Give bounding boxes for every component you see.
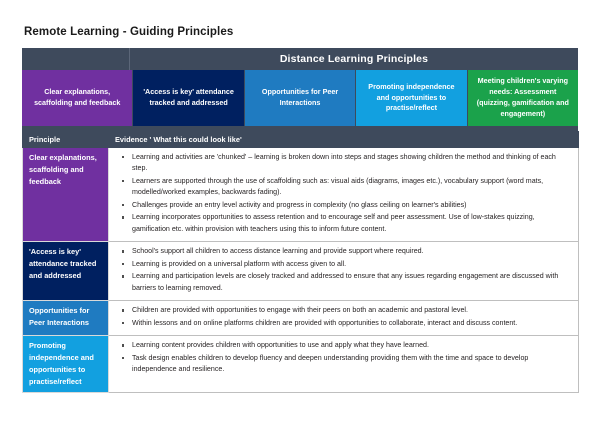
principle-card-5[interactable] [468, 70, 578, 126]
evidence-cell-4 [109, 336, 579, 393]
table-head [23, 132, 579, 148]
evidence-cell-2 [109, 242, 579, 301]
principle-card-5-label: Meeting children's varying needs: Assessment (quizzing, gamification and engagement) [476, 76, 569, 118]
page-title: Remote Learning - Guiding Principles [24, 26, 234, 38]
banner-heading: Distance Learning Principles [279, 53, 429, 65]
list-item: Learners are supported through the use of scaffolding such as: visual aids (diagrams, images etc.), vocabulary support (word mats, modelled/worked examples, backwards fading). [115, 176, 572, 199]
list-item: Children are provided with opportunities to engage with their peers on both an academic and pastoral level. [115, 305, 572, 316]
table-row [23, 336, 579, 393]
column-header-principle: Principle [23, 132, 109, 148]
table-row [23, 242, 579, 301]
principle-card-1-label: Clear explanations, scaffolding and feedback [34, 87, 121, 107]
principles-banner [22, 48, 578, 135]
table-header-row [23, 132, 579, 148]
banner-blank-cell [22, 48, 130, 70]
principle-card-2-label: 'Access is key' attendance tracked and addressed [143, 87, 234, 107]
table-row [23, 301, 579, 336]
list-item: Learning content provides children with opportunities to use and apply what they have learned. [115, 340, 572, 351]
principle-card-4[interactable] [356, 70, 467, 126]
principle-card-2[interactable] [133, 70, 244, 126]
principle-card-3-label: Opportunities for Peer Interactions [261, 87, 339, 107]
banner-top-bar [22, 48, 578, 70]
principle-cell-2: 'Access is key' attendance tracked and addressed [23, 242, 109, 301]
list-item: Learning and activities are 'chunked' – learning is broken down into steps and stages showing children the method and thinking of each step. [115, 152, 572, 175]
table-row [23, 148, 579, 242]
principles-table [22, 131, 579, 393]
list-item: School's support all children to access distance learning and provide support where required. [115, 246, 572, 257]
evidence-list-2 [115, 246, 572, 294]
list-item: Within lessons and on online platforms children are provided with opportunities to collaborate, interact and discuss content. [115, 318, 572, 329]
principle-cell-4: Promoting independence and opportunities to practise/reflect [23, 336, 109, 393]
list-item: Learning is provided on a universal platform with access given to all. [115, 259, 572, 270]
list-item: Challenges provide an entry level activity and progress in complexity (no glass ceiling on learner's abilities) [115, 200, 572, 211]
evidence-cell-1 [109, 148, 579, 242]
evidence-list-1 [115, 152, 572, 235]
principle-card-3[interactable] [245, 70, 356, 126]
table-body [23, 148, 579, 393]
list-item: Learning and participation levels are closely tracked and addressed to ensure that any issues regarding engagement are discussed with barriers to learning removed. [115, 271, 572, 294]
list-item: Task design enables children to develop fluency and deepen understanding providing them with the time and space to develop independence and resilience. [115, 353, 572, 376]
principle-cards-row [22, 70, 578, 126]
evidence-list-3 [115, 305, 572, 329]
list-item: Learning incorporates opportunities to assess retention and to encourage self and peer assessment. Use of low-stakes quizzing, gamification etc. within provision with teachers using this to inform future content. [115, 212, 572, 235]
principle-card-1[interactable] [22, 70, 133, 126]
column-header-evidence: Evidence ' What this could look like' [109, 132, 579, 148]
principle-card-4-label: Promoting independence and opportunities to practise/reflect [368, 81, 455, 113]
principle-cell-1: Clear explanations, scaffolding and feedback [23, 148, 109, 242]
evidence-cell-3 [109, 301, 579, 336]
principle-cell-3: Opportunities for Peer Interactions [23, 301, 109, 336]
evidence-list-4 [115, 340, 572, 375]
